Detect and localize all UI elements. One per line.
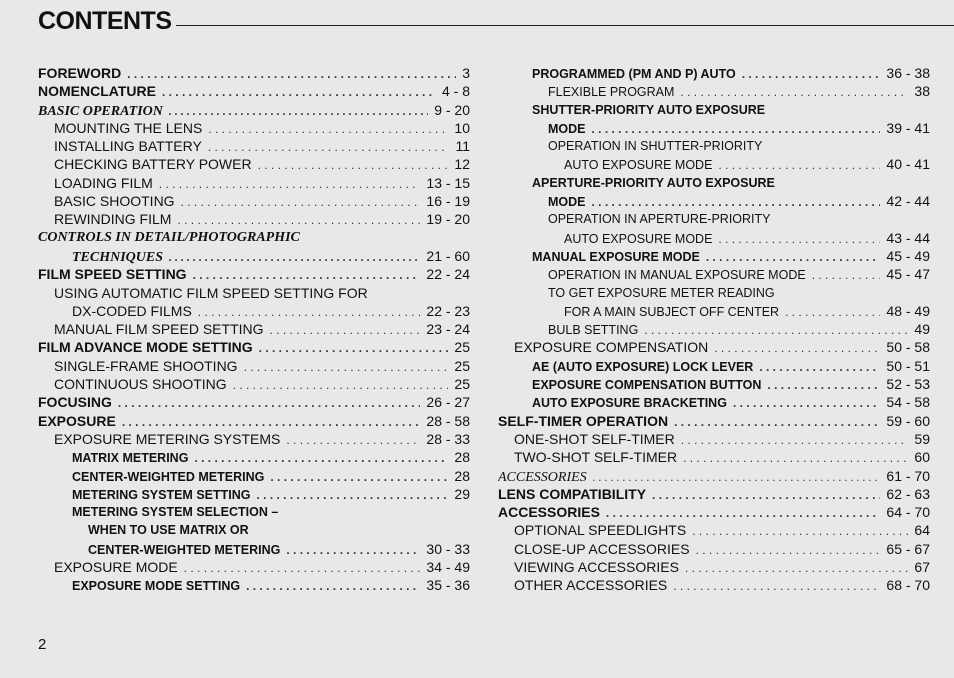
toc-entry-viewing[interactable]: VIEWING ACCESSORIES . . . 67 bbox=[498, 558, 930, 576]
toc-left-column bbox=[38, 64, 470, 595]
toc-entry-shutter-op-line1: OPERATION IN SHUTTER-PRIORITY bbox=[548, 139, 763, 154]
toc-entry-foreword[interactable]: FOREWORD . . . 3 bbox=[38, 64, 470, 82]
toc-entry-accessories[interactable]: ACCESSORIES . . . 64 - 70 bbox=[498, 503, 930, 521]
toc-entry-dx-line1: USING AUTOMATIC FILM SPEED SETTING FOR bbox=[54, 284, 368, 301]
toc-entry-exposure-mode[interactable]: EXPOSURE MODE . . . 34 - 49 bbox=[38, 558, 470, 576]
toc-entry-shutter-op[interactable]: AUTO EXPOSURE MODE . . . 40 - 41 bbox=[498, 155, 930, 173]
toc-entry-metering-systems[interactable]: EXPOSURE METERING SYSTEMS . . . 28 - 33 bbox=[38, 430, 470, 448]
toc-entry-meter-off-center[interactable]: FOR A MAIN SUBJECT OFF CENTER . . . 48 - 49 bbox=[498, 302, 930, 320]
toc-entry-two-shot[interactable]: TWO-SHOT SELF-TIMER . . . 60 bbox=[498, 448, 930, 466]
toc-entry-manual-speed[interactable]: MANUAL FILM SPEED SETTING . . . 23 - 24 bbox=[38, 320, 470, 338]
toc-entry-mounting-lens[interactable]: MOUNTING THE LENS . . . 10 bbox=[38, 119, 470, 137]
toc-entry-loading-film[interactable]: LOADING FILM . . . 13 - 15 bbox=[38, 174, 470, 192]
toc-entry-selection-line1: METERING SYSTEM SELECTION – bbox=[72, 505, 279, 520]
toc-entry-single-frame[interactable]: SINGLE-FRAME SHOOTING . . . 25 bbox=[38, 357, 470, 375]
toc-entry-lens-compatibility[interactable]: LENS COMPATIBILITY . . . 62 - 63 bbox=[498, 485, 930, 503]
toc-entry-other-accessories[interactable]: OTHER ACCESSORIES . . . 68 - 70 bbox=[498, 576, 930, 594]
toc-entry-comp-button[interactable]: EXPOSURE COMPENSATION BUTTON . . . 52 - 53 bbox=[498, 375, 930, 393]
toc-entry-meter-line1: TO GET EXPOSURE METER READING bbox=[548, 285, 775, 300]
toc-entry-dx-coded[interactable]: DX-CODED FILMS . . . 22 - 23 bbox=[38, 302, 470, 320]
toc-section-controls[interactable]: TECHNIQUES . . . 21 - 60 bbox=[38, 247, 470, 265]
toc-entry-aperture-op-line1: OPERATION IN APERTURE-PRIORITY bbox=[548, 212, 771, 227]
toc-entry-film-advance[interactable]: FILM ADVANCE MODE SETTING . . . 25 bbox=[38, 338, 470, 356]
toc-entry-flexible[interactable]: FLEXIBLE PROGRAM . . . 38 bbox=[498, 82, 930, 100]
toc-entry-basic-shooting[interactable]: BASIC SHOOTING . . . 16 - 19 bbox=[38, 192, 470, 210]
toc-entry-closeup[interactable]: CLOSE-UP ACCESSORIES . . . 65 - 67 bbox=[498, 540, 930, 558]
toc-entry-exposure-compensation[interactable]: EXPOSURE COMPENSATION . . . 50 - 58 bbox=[498, 338, 930, 356]
toc-entry-shutter-line1: SHUTTER-PRIORITY AUTO EXPOSURE bbox=[532, 102, 766, 117]
toc-entry-continuous[interactable]: CONTINUOUS SHOOTING . . . 25 bbox=[38, 375, 470, 393]
page-title: CONTENTS bbox=[38, 7, 172, 35]
toc-section-controls-line1: CONTROLS IN DETAIL/PHOTOGRAPHIC bbox=[38, 229, 300, 245]
toc-section-basic-operation[interactable]: BASIC OPERATION . . . 9 - 20 bbox=[38, 101, 470, 119]
toc-entry-shutter-priority[interactable]: MODE . . . 39 - 41 bbox=[498, 119, 930, 137]
toc-entry-aperture-priority[interactable]: MODE . . . 42 - 44 bbox=[498, 192, 930, 210]
toc-entry-bracketing[interactable]: AUTO EXPOSURE BRACKETING . . . 54 - 58 bbox=[498, 393, 930, 411]
toc-entry-rewinding-film[interactable]: REWINDING FILM . . . 19 - 20 bbox=[38, 210, 470, 228]
toc-entry-selection-line2: WHEN TO USE MATRIX OR bbox=[88, 523, 249, 538]
toc-entry-programmed[interactable]: PROGRAMMED (PM AND P) AUTO . . . 36 - 38 bbox=[498, 64, 930, 82]
toc-entry-self-timer[interactable]: SELF-TIMER OPERATION . . . 59 - 60 bbox=[498, 412, 930, 430]
toc-right-column bbox=[498, 64, 930, 595]
toc-entry-exposure-mode-setting[interactable]: EXPOSURE MODE SETTING . . . 35 - 36 bbox=[38, 576, 470, 594]
toc-entry-center-weighted[interactable]: CENTER-WEIGHTED METERING . . . 28 bbox=[38, 467, 470, 485]
toc-entry-matrix[interactable]: MATRIX METERING . . . 28 bbox=[38, 448, 470, 466]
title-rule bbox=[176, 25, 954, 26]
toc-entry-aperture-line1: APERTURE-PRIORITY AUTO EXPOSURE bbox=[532, 175, 775, 190]
toc-entry-installing-battery[interactable]: INSTALLING BATTERY . . . 11 bbox=[38, 137, 470, 155]
toc-entry-one-shot[interactable]: ONE-SHOT SELF-TIMER . . . 59 bbox=[498, 430, 930, 448]
toc-entry-nomenclature[interactable]: NOMENCLATURE . . . 4 - 8 bbox=[38, 82, 470, 100]
page-number: 2 bbox=[38, 636, 47, 653]
toc-entry-film-speed[interactable]: FILM SPEED SETTING . . . 22 - 24 bbox=[38, 265, 470, 283]
toc-entry-manual-mode[interactable]: MANUAL EXPOSURE MODE . . . 45 - 49 bbox=[498, 247, 930, 265]
toc-entry-speedlights[interactable]: OPTIONAL SPEEDLIGHTS . . . 64 bbox=[498, 521, 930, 539]
toc-entry-ae-lock[interactable]: AE (AUTO EXPOSURE) LOCK LEVER . . . 50 - 51 bbox=[498, 357, 930, 375]
toc-entry-bulb[interactable]: BULB SETTING . . . 49 bbox=[498, 320, 930, 338]
toc-entry-metering-setting[interactable]: METERING SYSTEM SETTING . . . 29 bbox=[38, 485, 470, 503]
toc-entry-checking-battery[interactable]: CHECKING BATTERY POWER . . . 12 bbox=[38, 155, 470, 173]
toc-section-accessories[interactable]: ACCESSORIES . . . 61 - 70 bbox=[498, 467, 930, 485]
toc-entry-focusing[interactable]: FOCUSING . . . 26 - 27 bbox=[38, 393, 470, 411]
toc-entry-manual-op[interactable]: OPERATION IN MANUAL EXPOSURE MODE . . . 45 - 47 bbox=[498, 265, 930, 283]
toc-entry-exposure[interactable]: EXPOSURE . . . 28 - 58 bbox=[38, 412, 470, 430]
toc-entry-aperture-op[interactable]: AUTO EXPOSURE MODE . . . 43 - 44 bbox=[498, 229, 930, 247]
toc-entry-selection[interactable]: CENTER-WEIGHTED METERING . . . 30 - 33 bbox=[38, 540, 470, 558]
